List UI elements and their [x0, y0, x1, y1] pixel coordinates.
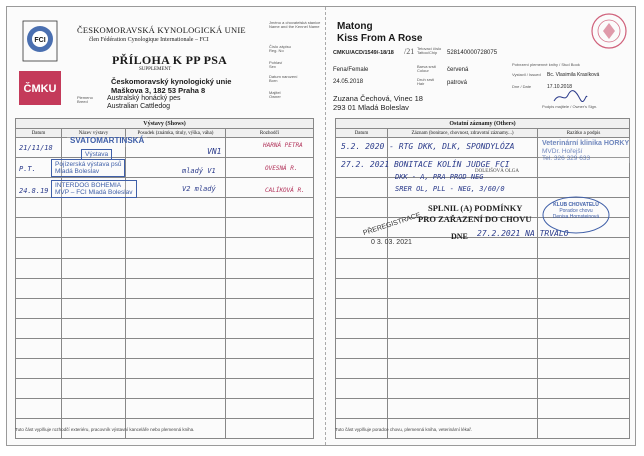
- colour-value: červená: [447, 67, 469, 73]
- book-label: Potvrzení plemenné knihy / Stud Book: [512, 62, 580, 67]
- table-row: [16, 278, 314, 298]
- table-row: [336, 359, 630, 379]
- label-owner: Majitel Owner: [269, 90, 281, 100]
- label-born: Datum narození Born: [269, 74, 298, 84]
- table-cell: [388, 258, 538, 278]
- table-row: [336, 338, 630, 358]
- signature-icon: [552, 89, 588, 105]
- shows-col-name: Název výstavy: [62, 129, 126, 138]
- table-cell: [62, 359, 126, 379]
- show1-name: Výstava: [81, 149, 112, 160]
- breed-en: Australian Cattledog: [107, 103, 171, 110]
- table-row: [336, 278, 630, 298]
- label-reg: Číslo zápisu Reg. No: [269, 44, 291, 54]
- table-cell: [336, 258, 388, 278]
- table-cell: [126, 399, 226, 419]
- tattoo-value: 528140000728075: [447, 50, 498, 56]
- table-cell: [336, 399, 388, 419]
- table-cell: [538, 238, 630, 258]
- table-row: [336, 379, 630, 399]
- table-cell: [62, 258, 126, 278]
- table-cell: [62, 238, 126, 258]
- table-cell: [126, 238, 226, 258]
- club-name: Českomoravský kynologický unie: [111, 77, 232, 86]
- table-cell: [16, 198, 62, 218]
- table-cell: [62, 318, 126, 338]
- table-cell: [16, 298, 62, 318]
- other-line4: SRER OL, PLL - NEG, 3/60/0: [395, 185, 505, 193]
- label-sex: Pohlaví Sex: [269, 60, 283, 70]
- club-seal-icon: [589, 11, 629, 51]
- table-cell: [62, 218, 126, 238]
- issued-by: Bc. Vlasimila Krasíková: [547, 72, 600, 78]
- show1-grade: VN1: [207, 147, 222, 156]
- table-cell: [336, 298, 388, 318]
- table-cell: [62, 298, 126, 318]
- table-cell: [226, 359, 314, 379]
- table-row: [336, 298, 630, 318]
- table-row: [16, 218, 314, 238]
- table-cell: [336, 198, 388, 218]
- dne-value: 27.2.2021 NA TRVALO: [477, 229, 569, 238]
- shows-col-date: Datum: [16, 129, 62, 138]
- club-address: Maškova 3, 182 53 Praha 8: [111, 86, 206, 95]
- table-row: [336, 258, 630, 278]
- fci-logo-icon: [17, 19, 65, 109]
- table-cell: [126, 278, 226, 298]
- reg-number: CMKU/ACD/1549/-18/18: [333, 50, 394, 56]
- table-cell: [538, 258, 630, 278]
- table-cell: [538, 379, 630, 399]
- show3-date: 24.8.19: [19, 187, 49, 195]
- table-cell: [16, 218, 62, 238]
- judge-stamp: DOLEJŠOVÁ OLGA: [475, 169, 520, 174]
- table-cell: [538, 359, 630, 379]
- fci-logo-text: FCI: [34, 37, 46, 44]
- table-cell: [226, 318, 314, 338]
- breeder-stamp: KLUB CHOVATELŮ Poradce chovu Denisa Hornsteinová: [552, 202, 600, 220]
- show2-grade: mladý V1: [182, 167, 216, 175]
- born-value: 24.05.2018: [333, 79, 364, 85]
- table-cell: [16, 379, 62, 399]
- table-cell: [126, 218, 226, 238]
- supplement-title: PŘÍLOHA K PP PSA: [112, 53, 228, 67]
- table-cell: [126, 318, 226, 338]
- table-cell: [226, 338, 314, 358]
- table-row: [16, 399, 314, 419]
- show2-stamp: Pojízerská výstava psů Mladá Boleslav: [51, 159, 125, 177]
- supplement-sub: SUPPLEMENT: [139, 67, 172, 72]
- other-line3: DKK - A, PRA PROD NEG: [395, 173, 484, 181]
- reg-suffix: /21: [404, 47, 415, 56]
- owner-city: 293 01 Mladá Boleslav: [333, 103, 409, 112]
- table-cell: [538, 399, 630, 419]
- table-cell: [226, 379, 314, 399]
- label-name: Jméno a chovatelská stanice Name and the Kennel Name: [269, 20, 321, 30]
- org-name: ČESKOMORAVSKÁ KYNOLOGICKÁ UNIE: [77, 25, 246, 35]
- table-cell: [538, 419, 630, 439]
- table-cell: [16, 278, 62, 298]
- table-cell: [62, 399, 126, 419]
- table-cell: [388, 359, 538, 379]
- table-cell: [126, 379, 226, 399]
- table-cell: [388, 399, 538, 419]
- table-cell: [16, 399, 62, 419]
- issued-label: Vystavil / Issued: [512, 72, 541, 77]
- show3-grade: V2 mladý: [182, 185, 216, 193]
- show3-judge: CALÍKOVÁ R.: [265, 187, 305, 194]
- table-cell: [16, 238, 62, 258]
- breed-label: Plemeno Breed: [77, 95, 93, 105]
- table-cell: [126, 258, 226, 278]
- table-cell: [538, 278, 630, 298]
- others-col-date: Datum: [336, 129, 388, 138]
- shows-footer: Tuto část vyplňuje rozhodčí exteriéru, pracovník výstavní kanceláře nebo plemenná kniha.: [15, 427, 195, 432]
- dog-kennel: Kiss From A Rose: [337, 33, 423, 44]
- table-cell: [388, 298, 538, 318]
- table-cell: [388, 379, 538, 399]
- dne-label: DNE: [451, 232, 468, 241]
- other-line1: 5.2. 2020 - RTG DKK, DLK, SPONDYLÓZA: [341, 142, 515, 151]
- org-member: člen Fédération Cynologique Internationale – FCI: [89, 37, 209, 43]
- table-cell: [16, 258, 62, 278]
- table-cell: [62, 338, 126, 358]
- table-row: [16, 258, 314, 278]
- table-cell: [336, 379, 388, 399]
- table-row: [336, 318, 630, 338]
- table-cell: [126, 338, 226, 358]
- page-fold: [325, 7, 326, 445]
- table-cell: [336, 338, 388, 358]
- table-cell: [16, 338, 62, 358]
- pre-registration-date: 0 3. 03. 2021: [371, 239, 412, 246]
- cmku-logo-text: ČMKU: [23, 83, 57, 95]
- others-title: Ostatní záznamy (Others): [336, 119, 630, 129]
- dog-name: Matong: [337, 21, 373, 32]
- hair-value: patrová: [447, 80, 468, 86]
- show1-judge: HARNÁ PETRA: [263, 142, 303, 149]
- issue-date: 17.10.2018: [547, 84, 573, 90]
- splnil-line2: PRO ZAŘAZENÍ DO CHOVU: [418, 214, 532, 224]
- table-cell: [62, 198, 126, 218]
- pre-registration-label: PŘEREGISTRACE: [362, 211, 422, 238]
- table-cell: [62, 379, 126, 399]
- table-cell: [226, 258, 314, 278]
- table-row: [16, 359, 314, 379]
- shows-col-judge: Rozhodčí: [226, 129, 314, 138]
- table-cell: [388, 318, 538, 338]
- show1-date: 21/11/18: [19, 144, 53, 152]
- table-cell: [538, 318, 630, 338]
- table-cell: [226, 278, 314, 298]
- table-cell: [126, 298, 226, 318]
- table-cell: [226, 419, 314, 439]
- hair-label: Druh srsti Hair: [417, 77, 435, 87]
- table-cell: [226, 198, 314, 218]
- tattoo-label: Tetovací číslo Tattoo/Chip: [417, 46, 442, 56]
- shows-col-grade: Posudek (známka, tituly, výška, váha): [126, 129, 226, 138]
- owner-name: Zuzana Čechová, Vinec 18: [333, 94, 423, 103]
- table-cell: [336, 359, 388, 379]
- table-cell: [16, 318, 62, 338]
- table-cell: [226, 218, 314, 238]
- table-row: [16, 298, 314, 318]
- table-cell: [62, 278, 126, 298]
- breed-cz: Australský honácký pes: [107, 95, 181, 102]
- table-cell: [226, 399, 314, 419]
- show2-judge: OVESNÁ R.: [265, 165, 298, 172]
- table-cell: [538, 338, 630, 358]
- splnil-line1: SPLNIL (A) PODMÍNKY: [428, 203, 523, 213]
- show2-date: P.T.: [19, 165, 36, 173]
- table-row: [16, 318, 314, 338]
- show1-stamp: SVATOMARTINSKÁ: [67, 136, 147, 147]
- table-cell: [336, 178, 388, 198]
- table-cell: [226, 238, 314, 258]
- table-cell: [336, 318, 388, 338]
- shows-title: Výstavy (Shows): [16, 119, 314, 129]
- others-col-sign: Razítko a podpis: [538, 129, 630, 138]
- show3-stamp: INTERDOG BOHEMIA MVP – FCI Mladá Boleslav: [51, 180, 137, 198]
- others-col-record: Záznam (bonitace, chovnost, zdravotní záznamy...): [388, 129, 538, 138]
- other-line2: 27.2. 2021 BONITACE KOLÍN JUDGE FCI: [341, 160, 510, 169]
- sex-value: Fena/Female: [333, 67, 369, 73]
- vet-stamp: Veterinární klinika HORKY MVDr. Hořejší Tel. 326 329 633: [539, 139, 632, 163]
- table-cell: [126, 359, 226, 379]
- table-cell: [388, 338, 538, 358]
- table-cell: [388, 278, 538, 298]
- table-row: [16, 338, 314, 358]
- table-cell: [538, 298, 630, 318]
- others-footer: Tuto část vyplňuje poradce chovu, plemenná kniha, veterinární lékař.: [335, 427, 473, 432]
- table-row: [16, 238, 314, 258]
- owner-sign-label: Podpis majitele / Owner's Sign.: [542, 104, 598, 109]
- table-cell: [16, 359, 62, 379]
- table-row: [16, 198, 314, 218]
- colour-label: Barva srsti Colour: [417, 64, 436, 74]
- table-cell: [126, 198, 226, 218]
- table-row: [16, 379, 314, 399]
- table-cell: [336, 278, 388, 298]
- table-row: [336, 399, 630, 419]
- table-cell: [226, 298, 314, 318]
- pedigree-supplement-page: [6, 6, 636, 446]
- date-label: Dne / Date: [512, 84, 532, 89]
